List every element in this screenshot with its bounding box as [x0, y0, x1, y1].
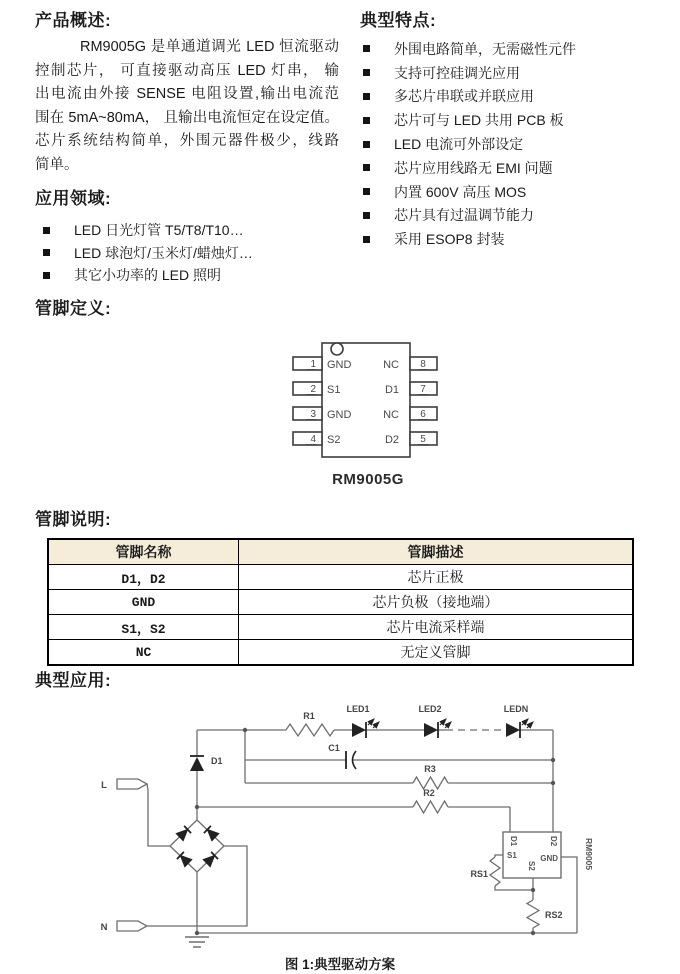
- section-heading-pin-description: 管脚说明:: [35, 510, 112, 529]
- pin-number: 6: [420, 409, 426, 420]
- section-heading-features: 典型特点:: [360, 11, 437, 30]
- table-cell-pin-desc: 芯片电流采样端: [239, 615, 634, 640]
- section-heading-applications: 应用领域:: [35, 189, 112, 208]
- label-d1: D1: [211, 756, 223, 766]
- list-item-text: LED 球泡灯/玉米灯/蜡烛灯…: [74, 244, 253, 261]
- label-l: L: [101, 780, 107, 791]
- label-r1: R1: [303, 711, 315, 721]
- table-cell-pin-name: D1，D2: [48, 565, 239, 590]
- table-cell-pin-desc: 芯片正极: [239, 565, 634, 590]
- resistor-r1: [286, 724, 334, 736]
- led2-symbol: [424, 719, 451, 738]
- pin-name: NC: [383, 359, 399, 371]
- pin-number: 2: [310, 384, 316, 395]
- table-cell-pin-name: GND: [48, 590, 239, 615]
- list-item-text: 采用 ESOP8 封装: [394, 231, 505, 248]
- bridge-rectifier: [176, 826, 219, 867]
- ic-pin-d1: D1: [509, 836, 518, 847]
- figure-caption: 图 1:典型驱动方案: [284, 957, 396, 972]
- pin-name: D1: [384, 384, 399, 396]
- diode-d1: [190, 756, 204, 771]
- chip-part-number: RM9005G: [332, 471, 404, 488]
- list-item-text: 外围电路简单，无需磁性元件: [394, 40, 576, 57]
- paragraph-line: 出电流由外接 SENSE 电阻设置,输出电流范: [35, 86, 339, 102]
- label-ledn: LEDN: [503, 704, 529, 714]
- ic-pin-gnd: GND: [540, 854, 558, 863]
- label-led2: LED2: [418, 704, 442, 714]
- ic-part-label: RM9005: [584, 838, 594, 871]
- pin-number: 3: [310, 409, 316, 420]
- table-cell-pin-desc: 无定义管脚: [239, 640, 634, 666]
- pin-number: 1: [310, 359, 316, 370]
- pin-number: 7: [420, 384, 426, 395]
- label-led1: LED1: [346, 704, 370, 714]
- section-heading-product-overview: 产品概述:: [35, 11, 112, 30]
- list-item-text: 内置 600V 高压 MOS: [394, 183, 527, 200]
- table-cell-pin-name: S1，S2: [48, 615, 239, 640]
- list-item-text: 芯片可与 LED 共用 PCB 板: [394, 112, 564, 129]
- list-item-text: 芯片应用线路无 EMI 问题: [394, 159, 553, 176]
- list-item-text: 多芯片串联或并联应用: [394, 88, 534, 105]
- pin-number: 5: [420, 434, 426, 445]
- paragraph-line: 简单。: [35, 156, 79, 173]
- section-heading-typical-application: 典型应用:: [35, 671, 112, 690]
- ic-pin-d2: D2: [549, 836, 558, 847]
- column-header: 管脚描述: [239, 539, 634, 565]
- column-header: 管脚名称: [48, 539, 239, 565]
- label-r3: R3: [424, 764, 436, 774]
- paragraph-line: 围在 5mA~80mA， 且输出电流恒定在设定值。: [35, 109, 339, 126]
- pin-name: S1: [327, 384, 341, 396]
- pin-name: D2: [384, 434, 399, 446]
- resistor-r2: [413, 801, 448, 813]
- ic-pin-s2: S2: [527, 861, 536, 871]
- ground-icon: [185, 937, 209, 947]
- list-item-text: LED 日光灯管 T5/T8/T10…: [74, 222, 244, 239]
- list-item-text: 芯片具有过温调节能力: [394, 207, 534, 224]
- pin-name: GND: [327, 409, 352, 421]
- label-rs2: RS2: [545, 910, 563, 920]
- section-heading-pin-definition: 管脚定义:: [35, 299, 112, 318]
- pin-number: 4: [310, 434, 316, 445]
- pin-name: NC: [383, 409, 399, 421]
- paragraph-line: 控制芯片， 可直接驱动高压 LED 灯串， 输: [35, 62, 339, 79]
- ic-pin-s1: S1: [507, 851, 517, 860]
- pin-name: S2: [327, 434, 341, 446]
- table-cell-pin-desc: 芯片负极（接地端）: [239, 590, 634, 615]
- junction-dots: [195, 728, 555, 935]
- list-item-text: 其它小功率的 LED 照明: [74, 267, 222, 284]
- label-r2: R2: [423, 788, 435, 798]
- pin-name: GND: [327, 359, 352, 371]
- paragraph-line: RM9005G 是单通道调光 LED 恒流驱动: [80, 39, 339, 55]
- label-n: N: [100, 922, 108, 933]
- list-item-text: 支持可控硅调光应用: [394, 64, 520, 81]
- n-terminal: [117, 921, 147, 931]
- label-c1: C1: [328, 743, 340, 753]
- paragraph-line: 芯片系统结构简单，外围元器件极少，线路: [35, 133, 339, 149]
- resistor-rs2: [527, 900, 539, 928]
- led1-symbol: [352, 719, 379, 738]
- l-terminal: [117, 779, 147, 789]
- resistor-rs1: [490, 857, 500, 886]
- table-cell-pin-name: NC: [48, 640, 239, 666]
- ledn-symbol: [506, 719, 533, 738]
- pin-number: 8: [420, 359, 426, 370]
- list-item-text: LED 电流可外部设定: [394, 136, 524, 153]
- label-rs1: RS1: [470, 869, 488, 879]
